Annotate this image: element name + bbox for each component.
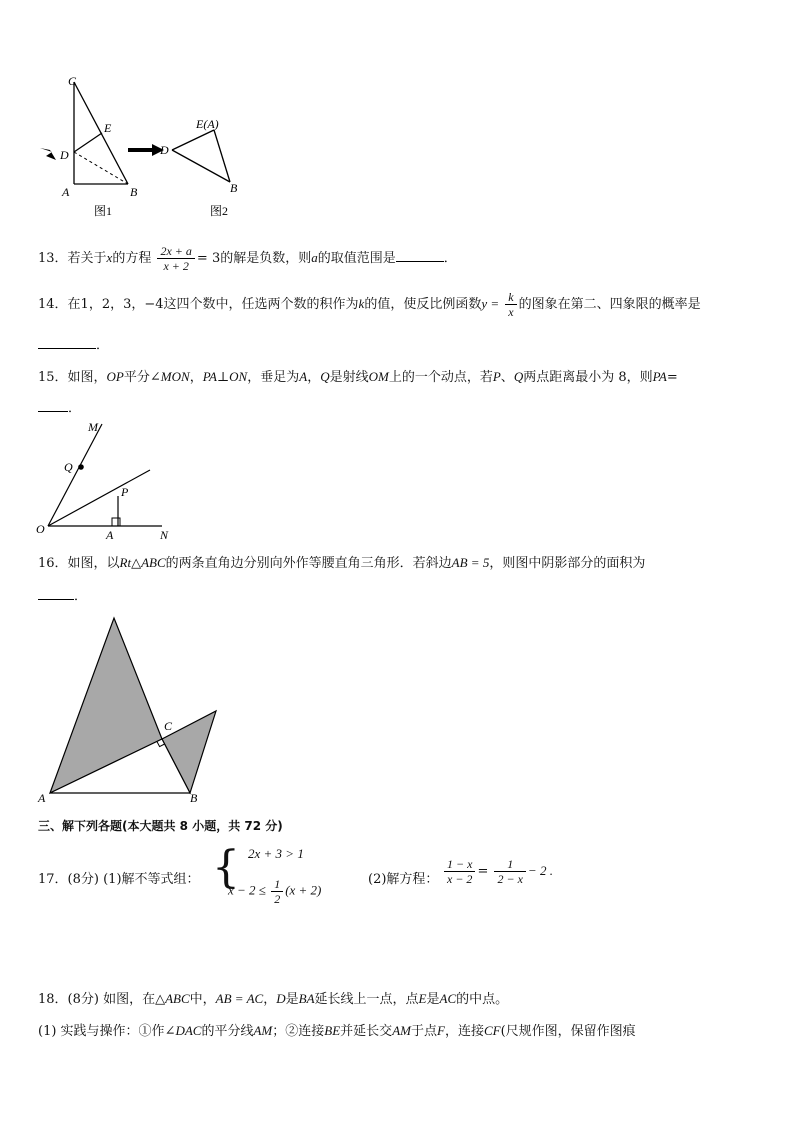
q18-l2: (1) 实践与操作：①作 [38, 1024, 165, 1039]
q18-l2: 的平分线 [201, 1024, 254, 1039]
q13-eq: = 3 [196, 251, 221, 266]
q15-text: 上的一个动点，若 [388, 370, 493, 385]
top-figures [30, 70, 260, 220]
q15-answer-blank[interactable] [38, 399, 68, 412]
q17-ineq2-left: x − 2 ≤ [228, 882, 266, 898]
q18-number: 18．(8分) 如图，在 [38, 992, 156, 1007]
q17-part2 [368, 868, 438, 887]
fig1-label-c: C [68, 74, 77, 88]
q14-number: 14．在 [38, 297, 81, 312]
fig1-label-b: B [130, 185, 138, 199]
q15-text: 是射线 [329, 370, 369, 385]
q17-label [38, 868, 200, 887]
q15-p: P [492, 369, 501, 384]
section-3-heading: 三、解下列各题(本大题共 8 小题，共 72 分) [38, 819, 283, 833]
q17-equation [442, 857, 553, 886]
q15-angle: ∠MON [149, 369, 190, 384]
q14-text: 这四个数中，任选两个数的积作为 [163, 297, 359, 312]
q17-ineq2-fraction [271, 877, 283, 906]
q14-func: y = [481, 296, 500, 311]
q14-answer-blank[interactable] [38, 336, 96, 349]
q17-eq-frac2 [494, 857, 525, 886]
q13-text: 的方程 [112, 251, 152, 266]
q16-text: 的两条直角边分别向外作等腰直角三角形．若斜边 [165, 556, 452, 571]
q18-text: 的中点。 [456, 992, 509, 1007]
q14-text2: 的值，使反比例函数 [364, 297, 482, 312]
q16-ab: AB = 5 [451, 555, 490, 570]
q17-brace: { [212, 842, 240, 893]
q13-fraction [157, 244, 194, 273]
q15-pa: PA [202, 369, 217, 384]
fig2-caption: 图2 [210, 204, 229, 218]
q15-fig-q: Q [64, 460, 73, 474]
q15-perp: ⊥ [216, 370, 230, 385]
q15-text: ， [189, 370, 203, 385]
q18-be: BE [324, 1023, 341, 1038]
fig2-label-ea: E(A) [196, 117, 219, 131]
q18-am: AM [392, 1023, 411, 1038]
q13-frac-den: x + 2 [163, 259, 189, 273]
q15-number: 15．如图， [38, 370, 107, 385]
q15-figure [30, 418, 190, 543]
figure-1 [40, 74, 138, 218]
q18-angle: ∠DAC [164, 1023, 202, 1038]
q15-text: ，垂足为 [247, 370, 300, 385]
q17-part1: (1)解不等式组： [103, 872, 200, 887]
q17-ineq2-frac-num: 1 [271, 877, 283, 892]
q18-eq: AB = AC [215, 991, 264, 1006]
q17-eq-frac1 [444, 857, 475, 886]
fig2-label-b: B [230, 181, 238, 195]
q16-triangle: Rt△ABC [119, 555, 166, 570]
q13-var-a: a [311, 250, 318, 265]
question-14 [38, 290, 701, 319]
q18-d: D [276, 991, 286, 1006]
q18-text: 中， [189, 992, 216, 1007]
question-16 [38, 552, 645, 571]
q16-text2: ，则图中阴影部分的面积为 [489, 556, 646, 571]
q13-text3: 的取值范围是 [317, 251, 396, 266]
q14-var-k: k [358, 296, 365, 311]
q16-number: 16．如图，以 [38, 556, 120, 571]
q18-ba: BA [298, 991, 315, 1006]
q18-cf: CF [483, 1023, 501, 1038]
q14-text3: 的图象在第二、四象限的概率是 [518, 297, 701, 312]
q15-q: Q [513, 369, 524, 384]
q17-ineq2 [228, 877, 321, 906]
question-13 [38, 244, 457, 273]
q18-text: 是 [285, 992, 299, 1007]
fig1-caption: 图1 [94, 204, 113, 218]
q18-ac: AC [439, 991, 457, 1006]
q17-eq-end: − 2 . [527, 863, 553, 878]
q15-on: ON [229, 369, 248, 384]
q14-nums: 1，2，3，−4 [80, 297, 164, 312]
q15-fig-a: A [106, 528, 114, 542]
q18-am: AM [253, 1023, 273, 1038]
q18-l2: 并延长交 [340, 1024, 393, 1039]
fig1-label-a: A [62, 185, 70, 199]
q15-q: Q [320, 369, 330, 384]
q18-e: E [418, 991, 427, 1006]
q15-op: OP [106, 369, 124, 384]
q14-end: ． [96, 338, 110, 353]
question-16-cont [38, 585, 87, 604]
q17-ineq2-right: (x + 2) [285, 882, 322, 898]
q15-om: OM [368, 369, 389, 384]
figure-2 [159, 117, 238, 218]
q17-number: 17．(8分) [38, 872, 99, 887]
q13-number: 13．若关于 [38, 251, 107, 266]
q18-l2: (尺规作图，保留作图痕 [500, 1024, 636, 1039]
q15-pa: PA [652, 369, 667, 384]
q13-frac-num: 2x + a [157, 244, 194, 259]
q14-frac-num: k [505, 290, 516, 305]
q18-f: F [436, 1023, 445, 1038]
q13-answer-blank[interactable] [396, 249, 444, 262]
q17-ineq1: 2x + 3 > 1 [248, 846, 304, 861]
q15-eq: = [666, 370, 678, 385]
q18-l2: ，连接 [444, 1024, 484, 1039]
q17-eq-frac2-den: 2 − x [497, 872, 523, 886]
right-arrow-icon [128, 144, 164, 156]
q15-fig-n: N [160, 528, 169, 542]
q15-text: 、 [500, 370, 514, 385]
q16-end: ． [74, 589, 88, 604]
question-15 [38, 366, 678, 385]
question-18-part1 [38, 1020, 636, 1039]
q16-fig-a: A [38, 791, 46, 805]
q15-fig-p: P [121, 485, 129, 499]
question-18 [38, 988, 508, 1007]
q18-triangle: △ABC [155, 991, 190, 1006]
q16-fig-c: C [164, 719, 173, 733]
q14-fraction [505, 290, 516, 319]
fig2-label-d: D [160, 143, 169, 157]
q15-text: 两点距离最小为 8，则 [523, 370, 653, 385]
q17-eq-mid: = [477, 864, 489, 879]
q17-part2-label: (2)解方程： [368, 872, 439, 887]
q15-text: 平分 [123, 370, 150, 385]
q18-text: ， [263, 992, 277, 1007]
q17-eq-frac1-num: 1 − x [444, 857, 475, 872]
q16-answer-blank[interactable] [38, 587, 74, 600]
q18-text: 是 [426, 992, 440, 1007]
q15-a: A [299, 369, 308, 384]
q13-end: ． [443, 251, 457, 266]
fold-arrow-icon [40, 148, 56, 160]
fig1-label-d: D [60, 148, 69, 162]
question-15-cont [38, 397, 81, 416]
q15-end: ． [68, 401, 82, 416]
q15-fig-m: M [88, 420, 98, 434]
q18-l2: 于点 [410, 1024, 437, 1039]
q18-text: 延长线上一点，点 [314, 992, 419, 1007]
q16-fig-b: B [190, 791, 198, 805]
q17-ineq2-frac-den: 2 [274, 892, 281, 906]
q15-text: ， [307, 370, 321, 385]
q15-fig-o: O [36, 522, 45, 536]
q16-figure [30, 610, 230, 805]
q17-eq-frac1-den: x − 2 [447, 872, 473, 886]
question-14-cont [38, 334, 109, 353]
q13-text2: 的解是负数，则 [220, 251, 312, 266]
q14-frac-den: x [508, 305, 514, 319]
fig1-label-e: E [104, 121, 112, 135]
q18-l2: ；②连接 [272, 1024, 325, 1039]
q13-var-x: x [106, 250, 113, 265]
q17-eq-frac2-num: 1 [494, 857, 525, 872]
